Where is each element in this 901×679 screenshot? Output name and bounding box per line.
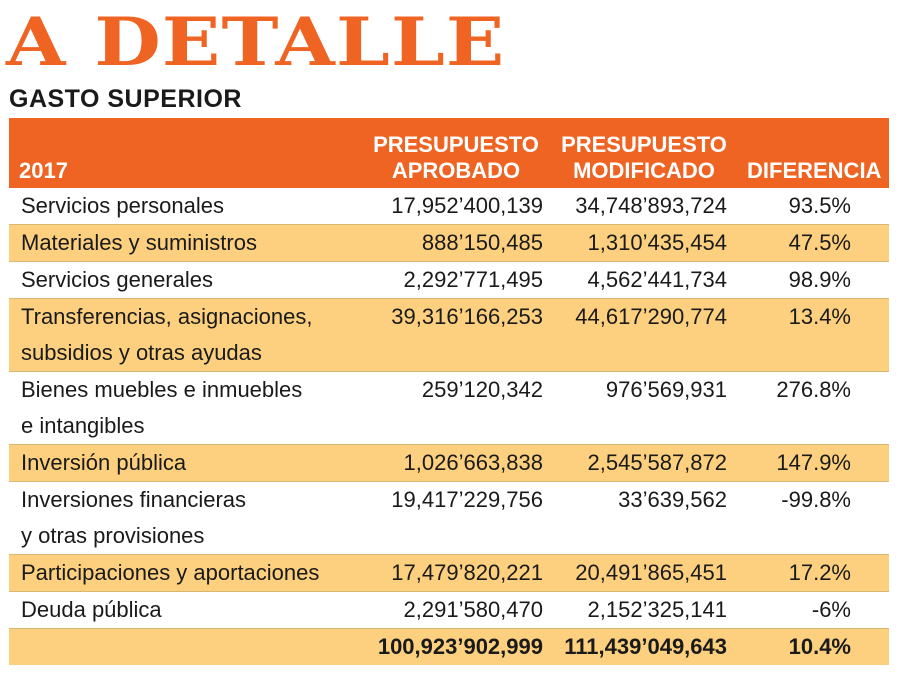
total-modified: 111,439’049,643 bbox=[551, 629, 737, 666]
table-row bbox=[9, 482, 889, 555]
row-label-line1: Materiales y suministros bbox=[21, 230, 257, 255]
cell-approved: 2,291’580,470 bbox=[361, 592, 551, 629]
header-modified-line1: PRESUPUESTO bbox=[561, 132, 727, 157]
cell-difference: 17.2% bbox=[737, 555, 889, 592]
row-label-line2: subsidios y otras ayudas bbox=[21, 340, 262, 365]
row-label bbox=[9, 482, 361, 555]
total-label bbox=[9, 629, 361, 666]
row-label bbox=[9, 592, 361, 629]
cell-modified: 2,152’325,141 bbox=[551, 592, 737, 629]
row-label bbox=[9, 555, 361, 592]
column-header-year: 2017 bbox=[19, 158, 68, 183]
budget-table bbox=[9, 118, 889, 665]
cell-modified: 2,545’587,872 bbox=[551, 445, 737, 482]
total-difference: 10.4% bbox=[737, 629, 889, 666]
table-row bbox=[9, 555, 889, 592]
cell-modified: 34,748’893,724 bbox=[551, 188, 737, 225]
column-header-approved bbox=[361, 118, 551, 188]
column-header-difference: DIFERENCIA bbox=[747, 158, 882, 183]
row-label-line1: Servicios personales bbox=[21, 193, 224, 218]
row-label-line1: Bienes muebles e inmuebles bbox=[21, 377, 303, 402]
cell-modified: 4,562’441,734 bbox=[551, 262, 737, 299]
cell-approved: 39,316’166,253 bbox=[361, 299, 551, 372]
cell-approved: 17,479’820,221 bbox=[361, 555, 551, 592]
table-row bbox=[9, 372, 889, 445]
row-label-line2: y otras provisiones bbox=[21, 523, 205, 548]
row-label-line1: Transferencias, asignaciones, bbox=[21, 304, 313, 329]
table-row bbox=[9, 299, 889, 372]
cell-approved: 2,292’771,495 bbox=[361, 262, 551, 299]
cell-difference: 98.9% bbox=[737, 262, 889, 299]
total-row bbox=[9, 629, 889, 666]
table-row bbox=[9, 262, 889, 299]
page-title: A DETALLE bbox=[6, 3, 506, 81]
cell-difference: 276.8% bbox=[737, 372, 889, 445]
cell-approved: 17,952’400,139 bbox=[361, 188, 551, 225]
cell-difference: 47.5% bbox=[737, 225, 889, 262]
table-row bbox=[9, 225, 889, 262]
row-label bbox=[9, 445, 361, 482]
table-header-row bbox=[9, 118, 889, 188]
header-modified-line2: MODIFICADO bbox=[573, 158, 715, 183]
cell-modified: 976’569,931 bbox=[551, 372, 737, 445]
cell-approved: 259’120,342 bbox=[361, 372, 551, 445]
cell-difference: -6% bbox=[737, 592, 889, 629]
header-approved-line1: PRESUPUESTO bbox=[373, 132, 539, 157]
cell-approved: 1,026’663,838 bbox=[361, 445, 551, 482]
cell-difference: 13.4% bbox=[737, 299, 889, 372]
row-label-line1: Servicios generales bbox=[21, 267, 213, 292]
row-label-line1: Participaciones y aportaciones bbox=[21, 560, 320, 585]
cell-difference: 93.5% bbox=[737, 188, 889, 225]
cell-modified: 20,491’865,451 bbox=[551, 555, 737, 592]
cell-modified: 33’639,562 bbox=[551, 482, 737, 555]
row-label-line1: Deuda pública bbox=[21, 597, 162, 622]
row-label bbox=[9, 262, 361, 299]
page-subtitle: GASTO SUPERIOR bbox=[9, 85, 242, 113]
cell-difference: 147.9% bbox=[737, 445, 889, 482]
cell-approved: 19,417’229,756 bbox=[361, 482, 551, 555]
cell-difference: -99.8% bbox=[737, 482, 889, 555]
row-label-line1: Inversiones financieras bbox=[21, 487, 247, 512]
header-approved-line2: APROBADO bbox=[391, 158, 521, 183]
cell-modified: 44,617’290,774 bbox=[551, 299, 737, 372]
row-label bbox=[9, 299, 361, 372]
row-label bbox=[9, 188, 361, 225]
total-approved: 100,923’902,999 bbox=[361, 629, 551, 666]
row-label bbox=[9, 225, 361, 262]
row-label bbox=[9, 372, 361, 445]
cell-modified: 1,310’435,454 bbox=[551, 225, 737, 262]
row-label-line1: Inversión pública bbox=[21, 450, 187, 475]
row-label-line2: e intangibles bbox=[21, 413, 145, 438]
cell-approved: 888’150,485 bbox=[361, 225, 551, 262]
table-row bbox=[9, 188, 889, 225]
table-row bbox=[9, 592, 889, 629]
column-header-modified bbox=[551, 118, 737, 188]
table-row bbox=[9, 445, 889, 482]
